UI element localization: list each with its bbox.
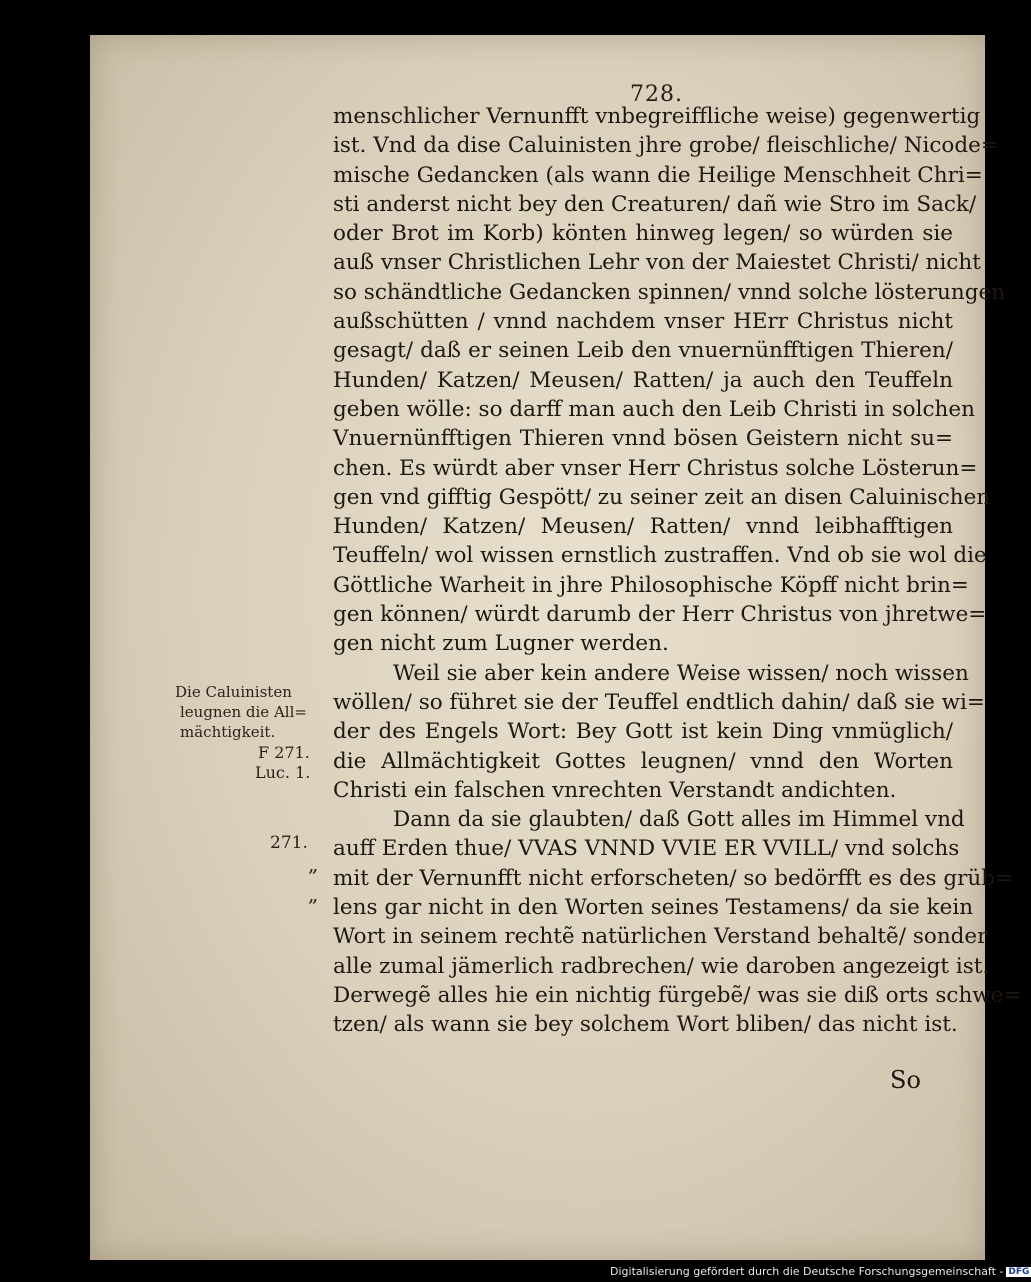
text-line: lens gar nicht in den Worten seines Testamens/ da sie kein <box>333 895 974 921</box>
text-line: außschütten / vnnd nachdem vnser HErr Christus nicht <box>333 309 953 335</box>
text-line: gen können/ würdt darumb der Herr Christus von jhretwe= <box>333 602 987 628</box>
text-line: gesagt/ daß er seinen Leib den vnuernünfftigen Thieren/ <box>333 338 953 364</box>
text-line: so schändtliche Gedancken spinnen/ vnnd solche lösterungen <box>333 279 1006 305</box>
text-line: wöllen/ so führet sie der Teuffel endtlich dahin/ daß sie wi= <box>333 689 985 715</box>
catchword: So <box>890 1066 921 1094</box>
text-line: Hunden/ Katzen/ Meusen/ Ratten/ ja auch den Teuffeln <box>333 367 953 393</box>
footer-text: Digitalisierung gefördert durch die Deutsche Forschungsgemeinschaft - <box>610 1265 1004 1278</box>
text-line: Teuffeln/ wol wissen ernstlich zustraffen. Vnd ob sie wol die <box>333 543 987 569</box>
text-line: mische Gedancken (als wann die Heilige Menschheit Chri= <box>333 162 983 188</box>
text-line: ist. Vnd da dise Caluinisten jhre grobe/ fleischliche/ Nicode= <box>333 133 999 159</box>
text-line: der des Engels Wort: Bey Gott ist kein Ding vnmüglich/ <box>333 719 953 745</box>
text-line: die Allmächtigkeit Gottes leugnen/ vnnd den Worten <box>333 748 953 774</box>
quotation-mark: „ <box>308 852 319 876</box>
text-line: Dann da sie glaubten/ daß Gott alles im Himmel vnd <box>393 807 965 833</box>
text-line: oder Brot im Korb) könten hinweg legen/ so würden sie <box>333 221 953 247</box>
text-line: Derwegẽ alles hie ein nichtig fürgebẽ/ was sie diß orts schwe= <box>333 982 1022 1008</box>
text-line: alle zumal jämerlich radbrechen/ wie daroben angezeigt ist. <box>333 953 990 979</box>
margin-reference: F 271. <box>258 743 310 762</box>
text-line: sti anderst nicht bey den Creaturen/ dañ wie Stro im Sack/ <box>333 191 977 217</box>
text-line: gen nicht zum Lugner werden. <box>333 631 669 657</box>
margin-note-line: mächtigkeit. <box>180 723 276 741</box>
margin-reference: Luc. 1. <box>255 763 311 782</box>
text-line: Göttliche Warheit in jhre Philosophische Köpff nicht brin= <box>333 572 969 598</box>
text-line: menschlicher Vernunfft vnbegreiffliche weise) gegenwertig <box>333 104 981 129</box>
text-line: auff Erden thue/ VVAS VNND VVIE ER VVILL/ vnd solchs <box>333 836 960 862</box>
text-line: Hunden/ Katzen/ Meusen/ Ratten/ vnnd leibhafftigen <box>333 514 953 540</box>
quotation-mark: „ <box>308 882 319 906</box>
text-line: auß vnser Christlichen Lehr von der Maiestet Christi/ nicht <box>333 250 981 276</box>
text-line: tzen/ als wann sie bey solchem Wort bliben/ das nicht ist. <box>333 1012 958 1038</box>
margin-reference: 271. <box>270 833 308 853</box>
text-line: geben wölle: so darff man auch den Leib Christi in solchen <box>333 396 975 422</box>
text-line: mit der Vernunfft nicht erforscheten/ so bedörfft es des grüb= <box>333 865 1014 891</box>
page-number: 728. <box>630 82 683 107</box>
text-line: Christi ein falschen vnrechten Verstandt andichten. <box>333 777 897 803</box>
digitization-footer <box>610 1265 1031 1278</box>
text-line: Wort in seinem rechtẽ natürlichen Verstand behaltẽ/ sonder <box>333 924 988 950</box>
text-line: Vnuernünfftigen Thieren vnnd bösen Geistern nicht su= <box>333 426 953 452</box>
margin-note-line: leugnen die All= <box>180 703 307 721</box>
dfg-logo-icon: DFG <box>1008 1267 1030 1277</box>
text-line: Weil sie aber kein andere Weise wissen/ noch wissen <box>393 660 969 686</box>
text-line: chen. Es würdt aber vnser Herr Christus solche Lösterun= <box>333 455 978 481</box>
margin-note-line: Die Caluinisten <box>175 683 292 701</box>
main-text-block <box>333 102 1022 1040</box>
text-line: gen vnd gifftig Gespött/ zu seiner zeit an disen Caluinischen <box>333 484 991 510</box>
